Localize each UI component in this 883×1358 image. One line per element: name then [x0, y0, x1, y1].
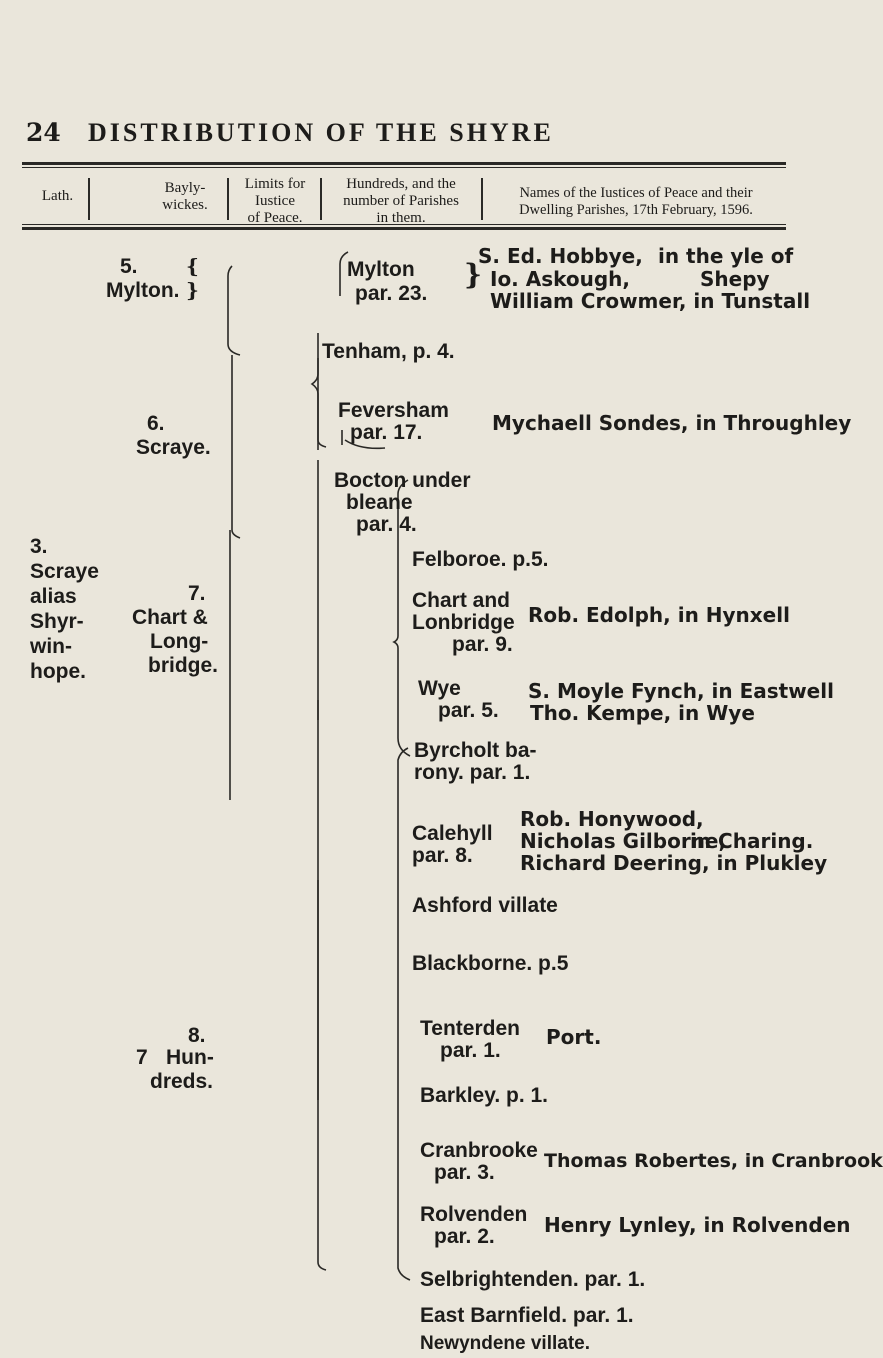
hundred-cranbrooke-l2: par. 3. [434, 1161, 495, 1184]
header-baylywickes-line2: wickes. [162, 197, 208, 213]
bayly-8-prefix: 7 [136, 1046, 148, 1069]
justice-calehyll-2: Nicholas Gilborne, [520, 829, 727, 853]
hundred-tenham: Tenham, p. 4. [322, 340, 455, 363]
bayly-6-number: 6. [147, 412, 165, 435]
lath-entry [30, 534, 99, 684]
header-hundreds-line1: Hundreds, and the [346, 176, 456, 192]
hundred-mylton [347, 258, 427, 306]
lath-line1: Scraye [30, 560, 99, 583]
hundred-rolvenden-l1: Rolvenden [420, 1203, 528, 1226]
hundred-mylton-l2: par. 23. [355, 282, 428, 305]
justice-cranbrooke: Thomas Robertes, in Cranbrook [544, 1150, 883, 1172]
lath-line5: hope. [30, 660, 86, 683]
justice-mylton-2b: Shepy [700, 267, 770, 291]
hundred-rolvenden [420, 1204, 527, 1248]
justice-mylton-1: S. Ed. Hobbye, [478, 244, 643, 268]
bayly-7-number: 7. [188, 582, 206, 605]
header-limits-line2: Iustice [255, 193, 295, 209]
hundred-bocton-l1: Bocton under [334, 469, 471, 492]
justice-calehyll-3: Richard Deering, in Plukley [520, 851, 828, 875]
hundred-chart [412, 590, 515, 656]
justice-wye-2: Tho. Kempe, in Wye [530, 701, 755, 725]
lath-line2: alias [30, 585, 77, 608]
hundred-byrcholt [414, 740, 537, 784]
justice-chart: Rob. Edolph, in Hynxell [528, 603, 790, 627]
hundred-calehyll-l2: par. 8. [412, 844, 473, 867]
lath-number: 3. [30, 535, 48, 558]
hundred-tenterden [420, 1018, 520, 1062]
lath-line4: win- [30, 635, 72, 658]
hundred-bocton-l3: par. 4. [356, 513, 417, 536]
justice-rolvenden: Henry Lynley, in Rolvenden [544, 1213, 851, 1237]
header-baylywickes-line1: Bayly- [164, 180, 206, 196]
bayly-7-name-3: bridge. [148, 654, 219, 677]
lath-line3: Shyr- [30, 610, 84, 633]
justice-wye-1: S. Moyle Fynch, in Eastwell [528, 679, 834, 703]
header-names-line1: Names of the Iustices of Peace and their [519, 185, 753, 201]
hundred-east-barnfield: East Barnfield. par. 1. [420, 1304, 634, 1327]
hundred-calehyll [412, 823, 493, 867]
bayly-7-name-1: Chart & [132, 606, 208, 629]
hundred-bocton-l2: bleane [346, 491, 413, 514]
hundred-tenterden-l2: par. 1. [440, 1039, 501, 1062]
bayly-5-brace-b: } [186, 278, 199, 302]
hundred-blackborne: Blackborne. p.5 [412, 952, 569, 975]
hundred-ashford: Ashford villate [412, 894, 558, 917]
header-limits-line3: of Peace. [247, 210, 303, 226]
mylton-limit-bracket [228, 266, 240, 355]
justice-mylton-brace: } [464, 258, 483, 291]
hundred-feversham [338, 400, 449, 444]
header-limits-line1: Limits for [244, 176, 306, 192]
header-names-line2: Dwelling Parishes, 17th February, 1596. [519, 202, 753, 218]
header-lath: Lath. [41, 188, 74, 204]
hundred-byrcholt-l2: rony. par. 1. [414, 761, 531, 784]
bayly-6-name: Scraye. [136, 436, 211, 459]
hundred-chart-l2: Lonbridge [412, 611, 515, 634]
hundred-feversham-l1: Feversham [338, 399, 449, 422]
justice-calehyll-2b: in Charing. [690, 829, 814, 853]
hundred-selbrightenden: Selbrightenden. par. 1. [420, 1268, 646, 1291]
hundred-cranbrooke-l1: Cranbrooke [420, 1139, 538, 1162]
hundred-newyndene: Newyndene villate. [420, 1333, 591, 1354]
hundred-rolvenden-l2: par. 2. [434, 1225, 495, 1248]
hundred-wye-l1: Wye [418, 677, 461, 700]
bayly-7-name-2: Long- [150, 630, 209, 653]
bayly-5-number: 5. [120, 255, 138, 278]
bayly-5-name: Mylton. [106, 279, 180, 302]
scraye-hundreds-bracket-b [318, 358, 326, 447]
bayly-8-number: 8. [188, 1024, 206, 1047]
hundreds-group-bracket [398, 748, 410, 1280]
header-hundreds-line3: in them. [376, 210, 426, 226]
lower-vertical-line [318, 880, 326, 1270]
hundred-cranbrooke [420, 1140, 538, 1184]
bayly-8-name-2: dreds. [150, 1070, 214, 1093]
hundred-felboroe: Felboroe. p.5. [412, 548, 549, 571]
justice-mylton-1b: in the yle of [658, 244, 794, 268]
hundred-wye-l2: par. 5. [438, 699, 499, 722]
hundred-tenterden-l1: Tenterden [420, 1017, 520, 1040]
justice-mylton-2: Io. Askough, [490, 267, 631, 291]
bayly-8-name-1: Hun- [166, 1046, 214, 1069]
hundred-byrcholt-l1: Byrcholt ba- [414, 739, 537, 762]
hundred-barkley: Barkley. p. 1. [420, 1084, 549, 1107]
justice-tenterden: Port. [546, 1025, 602, 1049]
bayly-5-brace: { [186, 254, 199, 278]
running-title: DISTRIBUTION OF THE SHYRE [88, 118, 554, 147]
justice-calehyll-1: Rob. Honywood, [520, 807, 704, 831]
justice-feversham: Mychaell Sondes, in Throughley [492, 411, 852, 435]
scraye-hundreds-bracket [312, 333, 318, 450]
hundred-feversham-l2: par. 17. [350, 421, 423, 444]
page-number: 24 [26, 118, 61, 147]
hundred-chart-l3: par. 9. [452, 633, 513, 656]
hundred-mylton-l1: Mylton [347, 258, 415, 281]
hundred-chart-l1: Chart and [412, 589, 511, 612]
header-hundreds-line2: number of Parishes [343, 193, 459, 209]
scraye-limit-bracket [232, 355, 240, 538]
hundred-bocton [334, 470, 471, 536]
justice-mylton-3: William Crowmer, in Tunstall [490, 289, 811, 313]
hundred-calehyll-l1: Calehyll [412, 822, 493, 845]
hundred-wye [418, 678, 499, 722]
